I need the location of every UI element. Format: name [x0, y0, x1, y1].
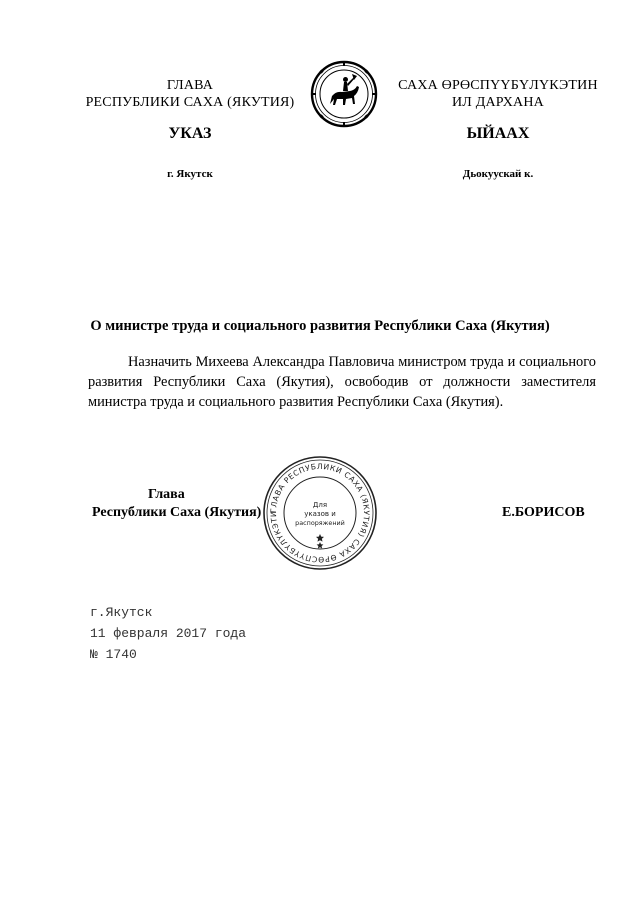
document-subject: О министре труда и социального развития Республики Саха (Якутия) — [90, 318, 550, 334]
title-right: ЫЙААХ — [466, 125, 530, 142]
official-seal — [262, 455, 378, 571]
document-body — [88, 352, 596, 412]
place-left: г. Якутск — [167, 168, 213, 180]
header-left-line2: РЕСПУБЛИКИ САХА (ЯКУТИЯ) — [85, 95, 295, 110]
footer-date: 11 февраля 2017 года — [90, 626, 247, 641]
header-left — [80, 77, 300, 111]
seal-center-line2: указов и — [304, 510, 336, 518]
seal-ring-text: ГЛАВА РЕСПУБЛИКИ САХА (ЯКУТИЯ) САХА ӨРӨСПҮҮБҮЛҮКЭТИ — [268, 461, 372, 565]
header-right-line1: САХА ӨРӨСПҮҮБҮЛҮКЭТИН — [398, 78, 598, 93]
seal-center-line3: распоряжений — [295, 519, 345, 527]
header-right-line2: ИЛ ДАРХАНА — [451, 95, 544, 110]
footer-city: г.Якутск — [90, 605, 153, 620]
signature-name: Е.БОРИСОВ — [502, 505, 585, 520]
signature-position-line2: Республики Саха (Якутия) — [92, 505, 262, 520]
seal-center-line1: Для — [312, 501, 328, 509]
footer-block — [90, 602, 246, 665]
seal-star-icon — [316, 534, 324, 549]
title-left: УКАЗ — [168, 125, 212, 142]
place-right: Дьокуускай к. — [462, 168, 534, 180]
footer-number: № 1740 — [90, 647, 137, 662]
header-right — [388, 77, 608, 111]
document-body-text: Назначить Михеева Александра Павловича министром труда и социального развития Республики Саха (Якутия), освободив от должности заместителя министра труда и социального развития Республики Саха (Якутия). — [88, 354, 596, 410]
header-left-line1: ГЛАВА — [166, 78, 214, 93]
coat-of-arms-icon — [310, 60, 378, 128]
signature-position-line1: Глава — [148, 487, 185, 502]
